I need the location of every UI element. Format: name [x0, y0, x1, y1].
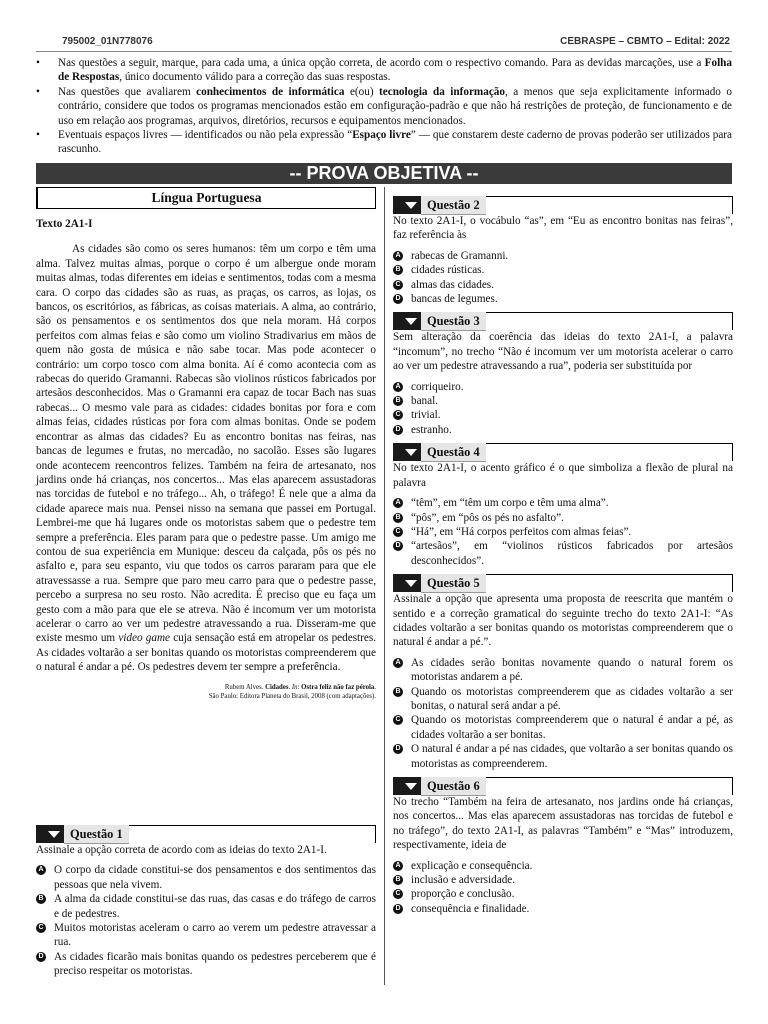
citation [36, 683, 376, 701]
question-marker-icon [36, 825, 64, 843]
section-banner: -- PROVA OBJETIVA -- [36, 163, 732, 184]
document-code: 795002_01N778076 [62, 36, 153, 47]
question-stem: No texto 2A1-I, o vocábulo “as”, em “Eu as encontro bonitas nas feiras”, faz referência às [393, 215, 733, 242]
question-header [393, 777, 733, 795]
answer-option-d[interactable] [393, 902, 733, 916]
question-label: Questão 4 [421, 443, 486, 462]
answer-options [393, 859, 733, 917]
question-stem: Assinale a opção que apresenta uma proposta de reescrita que mantém o sentido e a correção gramatical do seguinte trecho do texto 2A1-I: “As cidades voltarão a ser bonitas quando os motoristas compreenderem que o natural é andar a pé.”. [393, 593, 733, 649]
question-stem: No trecho “Também na feira de artesanato, nos jardins onde há crianças, nos concertos... Mas elas aparecem assustadoras nas torcidas de futebol e no tráfego”, do texto 2A1-I, as palavras “Também” e “Mas” introduzem, respectivamente, ideia de [393, 796, 733, 852]
answer-option-c[interactable] [393, 408, 733, 422]
option-text: O corpo da cidade constitui-se dos pensamentos e dos sentimentos das pessoas que nela vivem. [54, 864, 376, 891]
question-header [393, 574, 733, 592]
answer-options [393, 496, 733, 568]
question-stem: Assinale a opção correta de acordo com as ideias do texto 2A1-I. [36, 844, 327, 856]
question-label: Questão 5 [421, 574, 486, 593]
header-rule [36, 51, 732, 52]
option-letter-badge: A [393, 382, 403, 392]
option-text: Quando os motoristas compreenderem que o natural é andar a pé, as cidades voltarão a ser bonitas. [411, 714, 733, 741]
question-block [393, 443, 733, 568]
option-text: consequência e finalidade. [411, 902, 530, 915]
option-letter-badge: D [36, 952, 46, 962]
question-marker-icon [393, 443, 421, 461]
option-text: As cidades serão bonitas novamente quando o natural forem os motoristas andarem a pé. [411, 656, 733, 684]
option-text: As cidades ficarão mais bonitas quando os pedestres perceberem que é preciso respeitar os motoristas. [54, 950, 376, 978]
column-divider [384, 187, 385, 985]
option-text: “têm”, em “têm um corpo e têm uma alma”. [411, 497, 609, 510]
option-text: corriqueiro. [411, 380, 464, 393]
subject-heading: Língua Portuguesa [36, 187, 376, 209]
answer-option-d[interactable] [393, 539, 733, 568]
question-block [393, 196, 733, 306]
option-text: Muitos motoristas aceleram o carro ao verem um pedestre atravessar a rua. [54, 922, 376, 949]
answer-option-b[interactable] [393, 873, 733, 887]
option-letter-badge: B [393, 875, 403, 885]
option-text: “pôs”, em “pôs os pés no asfalto”. [411, 511, 564, 524]
answer-option-a[interactable] [393, 380, 733, 394]
answer-option-d[interactable] [36, 950, 376, 979]
option-letter-badge: A [393, 498, 403, 508]
option-text: almas das cidades. [411, 278, 494, 291]
answer-option-b[interactable] [393, 685, 733, 714]
question-header [393, 443, 733, 461]
option-text: rabecas de Gramanni. [411, 249, 509, 262]
page-header [62, 34, 730, 50]
instruction-item: • Eventuais espaços livres — identificados ou não pela expressão “Espaço livre” — que constarem deste caderno de provas poderão ser utilizados para rascunho. [36, 128, 732, 157]
answer-option-c[interactable] [393, 525, 733, 539]
answer-option-a[interactable] [393, 249, 733, 263]
answer-options [393, 249, 733, 307]
option-letter-badge: A [393, 861, 403, 871]
answer-option-b[interactable] [393, 394, 733, 408]
question-header [36, 825, 376, 843]
question-marker-icon [393, 574, 421, 592]
option-text: “artesãos”, em “violinos rústicos fabricados por artesãos desconhecidos”. [411, 540, 733, 567]
instruction-item: • Nas questões a seguir, marque, para cada uma, a única opção correta, de acordo com o respectivo comando. Para as devidas marcações, use a Folha de Respostas, único documento válido para a correção das suas respostas. [36, 56, 732, 85]
answer-option-b[interactable] [393, 263, 733, 277]
question-marker-icon [393, 777, 421, 795]
question-stem: Sem alteração da coerência das ideias do texto 2A1-I, a palavra “incomum”, no trecho “Não é incomum ver um motorista acelerar o carro ao ver um pedestre atravessando a rua”, poderia ser substituída por [393, 331, 733, 373]
option-letter-badge: C [393, 715, 403, 725]
option-text: explicação e consequência. [411, 859, 533, 872]
answer-option-a[interactable] [393, 859, 733, 873]
option-letter-badge: A [393, 658, 403, 668]
option-text: Quando os motoristas compreenderem que as cidades voltarão a ser bonitas, o natural será andar a pé. [411, 685, 733, 712]
answer-option-a[interactable] [393, 496, 733, 510]
question-header [393, 196, 733, 214]
question-block [393, 574, 733, 771]
option-text: proporção e conclusão. [411, 888, 515, 901]
option-text: banal. [411, 395, 439, 408]
option-letter-badge: D [393, 541, 403, 551]
question-block [393, 312, 733, 437]
option-text: estranho. [411, 423, 452, 436]
option-letter-badge: C [36, 923, 46, 933]
option-letter-badge: D [393, 294, 403, 304]
citation-source: Rubem Alves. Cidades. In: Ostra feliz não faz pérola. [224, 683, 376, 691]
option-letter-badge: D [393, 744, 403, 754]
question-label: Questão 1 [64, 825, 129, 844]
option-text: O natural é andar a pé nas cidades, que voltarão a ser bonitas quando os motoristas as compreenderem. [411, 743, 733, 770]
answer-option-b[interactable] [36, 892, 376, 921]
answer-options [393, 656, 733, 771]
answer-option-a[interactable] [36, 863, 376, 892]
option-text: cidades rústicas. [411, 264, 485, 277]
answer-option-b[interactable] [393, 511, 733, 525]
answer-option-c[interactable] [393, 278, 733, 292]
option-letter-badge: B [393, 265, 403, 275]
option-letter-badge: C [393, 280, 403, 290]
citation-publisher: São Paulo: Editora Planeta do Brasil, 2008 (com adaptações). [208, 692, 376, 700]
option-letter-badge: C [393, 410, 403, 420]
answer-option-d[interactable] [393, 742, 733, 771]
text-title: Texto 2A1-I [36, 218, 93, 230]
question-label: Questão 6 [421, 777, 486, 796]
question-marker-icon [393, 196, 421, 214]
right-column [393, 190, 733, 916]
option-text: “Há”, em “Há corpos perfeitos com almas feias”. [411, 525, 632, 538]
question-block [36, 819, 376, 979]
option-letter-badge: B [36, 894, 46, 904]
answer-option-d[interactable] [393, 292, 733, 306]
option-text: A alma da cidade constitui-se das ruas, das casas e do tráfego de carros e de pedestres. [54, 893, 376, 920]
answer-option-c[interactable] [36, 921, 376, 950]
option-letter-badge: D [393, 425, 403, 435]
answer-options [36, 863, 376, 978]
option-letter-badge: A [36, 865, 46, 875]
option-letter-badge: C [393, 527, 403, 537]
answer-option-c[interactable] [393, 713, 733, 742]
question-label: Questão 3 [421, 312, 486, 331]
option-text: bancas de legumes. [411, 293, 498, 306]
reading-passage [36, 242, 376, 674]
left-column [36, 187, 376, 701]
exam-title: CEBRASPE – CBMTO – Edital: 2022 [560, 36, 730, 47]
answer-options [393, 380, 733, 438]
option-letter-badge: B [393, 396, 403, 406]
option-letter-badge: D [393, 904, 403, 914]
option-letter-badge: A [393, 251, 403, 261]
question-stem: No texto 2A1-I, o acento gráfico é o que simboliza a flexão de plural na palavra [393, 462, 733, 489]
question-marker-icon [393, 312, 421, 330]
instructions-list [36, 56, 732, 157]
answer-option-a[interactable] [393, 656, 733, 685]
question-header [393, 312, 733, 330]
option-letter-badge: C [393, 889, 403, 899]
option-text: inclusão e adversidade. [411, 874, 516, 887]
option-text: trivial. [411, 409, 441, 422]
option-letter-badge: B [393, 687, 403, 697]
passage-paragraph: As cidades são como os seres humanos: têm um corpo e têm uma alma. Talvez muitas almas, porque o corpo é um albergue onde moram muitas almas, todas diferentes em ideias e sentimentos, todas com a mesma cara. O corpo das cidades são as ruas, as praças, os carros, as lojas, os bancos, os escritórios, as fábricas, as coisas materiais. A alma, ao contrário, são os pensamentos e os sentimentos dos que nela moram. Há corpos perfeitos com almas feias e são como um violino Stradivarius em mãos de quem não gosta de música e não sabe tocar. Mas pode acontecer o contrário: um corpo tosco com alma bonita. Aí é como acontecia com as rabecas do querido Gramanni. Rabecas são violinos rústicos fabricados por artesãos desconhecidos. Mas o Gramanni era capaz de tocar Bach nas suas rabecas... O mesmo vale para as cidades: cidades bonitas por fora e com almas feias, cidades rústicas por fora com almas bonitas. Onde se podem encontrar as almas das cidades? Eu as encontro bonitas nas feiras, nas bancas de legumes e frutas, no mercadão, no sacolão. Esses são lugares onde acontecem reencontros felizes. Também na feira de artesanato, nos jardins onde há crianças, nos concertos... Mas elas aparecem assustadoras nas torcidas de futebol e no tráfego... Ah, o tráfego! É nele que a alma da cidade aparece mais nua. Pensei nisso na semana que passei em Portugal. Lembrei-me que há lugares onde os motoristas sabem que o pedestre tem sempre a preferência. Eles param para que o pedestre passe. Um amigo me contou de sua experiência em Munique: desceu da calçada, pôs os pés no asfalto e, para seu espanto, viu que todos os carros pararam para que ele atravessasse a rua. Sempre que paro meu carro para que o pedestre passe, percebo a surpresa no seu rosto. Não acredita. É preciso que eu faça um gesto com a mão para que ele se atreva. Não é incomum ver um motorista acelerar o carro ao ver um pedestre atravessando a rua. Disseram-me que existe mesmo um video game cuja sensação está em atropelar os pedestres. As cidades voltarão a ser bonitas quando os motoristas compreenderem que o natural é andar a pé. Os pedestres devem ter sempre a preferência. [36, 243, 376, 674]
option-letter-badge: B [393, 513, 403, 523]
question-label: Questão 2 [421, 196, 486, 215]
instruction-item: • Nas questões que avaliarem conhecimentos de informática e(ou) tecnologia da informação, a menos que seja explicitamente informado o contrário, considere que todos os programas mencionados estão em configuração-padrão e que não há restrições de proteção, de funcionamento e de uso em relação aos programas, arquivos, diretórios, recursos e equipamentos mencionados. [36, 85, 732, 128]
answer-option-d[interactable] [393, 423, 733, 437]
answer-option-c[interactable] [393, 887, 733, 901]
question-block [393, 777, 733, 916]
